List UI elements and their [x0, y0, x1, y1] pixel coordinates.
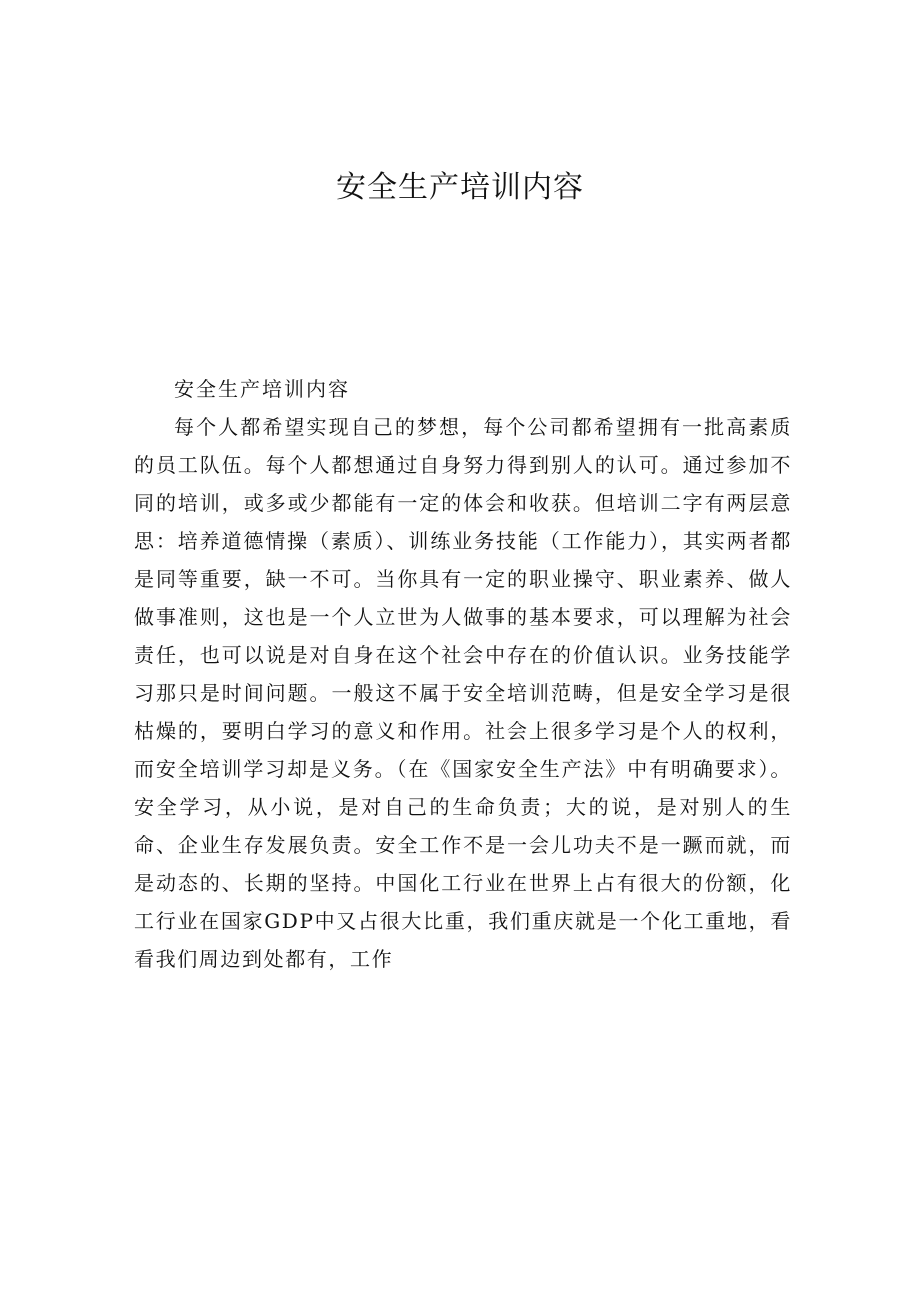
body-paragraph: 每个人都希望实现自己的梦想，每个公司都希望拥有一批高素质的员工队伍。每个人都想通过自身努力得到别人的认可。通过参加不同的培训，或多或少都能有一定的体会和收获。但培训二字有两层意思：培养道德情操（素质）、训练业务技能（工作能力），其实两者都是同等重要，缺一不可。当你具有一定的职业操守、职业素养、做人做事准则，这也是一个人立世为人做事的基本要求，可以理解为社会责任，也可以说是对自身在这个社会中存在的价值认识。业务技能学习那只是时间问题。一般这不属于安全培训范畴，但是安全学习是很枯燥的，要明白学习的意义和作用。社会上很多学习是个人的权利，而安全培训学习却是义务。（在《国家安全生产法》中有明确要求）。安全学习，从小说，是对自己的生命负责；大的说，是对别人的生命、企业生存发展负责。安全工作不是一会儿功夫不是一蹶而就，而是动态的、长期的坚持。中国化工行业在世界上占有很大的份额，化工行业在国家GDP中又占很大比重，我们重庆就是一个化工重地，看看我们周边到处都有，工作	[134, 415, 792, 971]
document-body	[134, 370, 792, 978]
page-title: 安全生产培训内容	[336, 170, 584, 205]
section-heading: 安全生产培训内容	[174, 377, 350, 401]
